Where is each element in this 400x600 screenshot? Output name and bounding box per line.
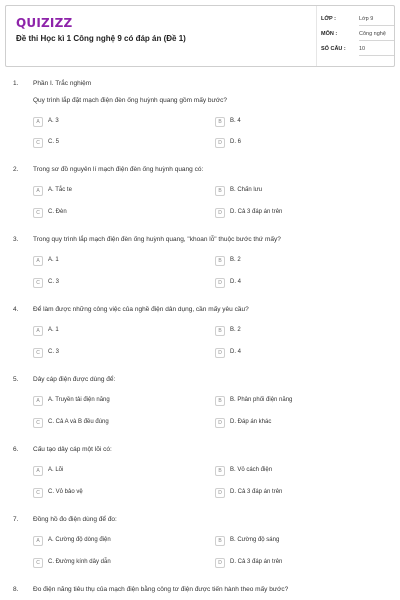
option-text: B. 2 bbox=[230, 327, 241, 333]
option-letter-box: C bbox=[33, 278, 43, 288]
section-heading: Phần I. Trắc nghiệm bbox=[33, 80, 92, 87]
meta-count-label: SỐ CÂU : bbox=[321, 46, 346, 52]
meta-count bbox=[321, 46, 396, 58]
option-text: A. 1 bbox=[48, 327, 59, 333]
option-letter-box: D bbox=[215, 208, 225, 218]
option-letter-box: D bbox=[215, 278, 225, 288]
option-letter-box: D bbox=[215, 418, 225, 428]
option-text: D. Cả 3 đáp án trên bbox=[230, 559, 283, 565]
question-number: 8. bbox=[13, 586, 19, 593]
option-text: A. Lõi bbox=[48, 467, 64, 473]
question-8 bbox=[0, 586, 400, 598]
option-text: C. 3 bbox=[48, 279, 60, 285]
option-text: A. Tắc te bbox=[48, 187, 72, 193]
option-text: D. 4 bbox=[230, 349, 242, 355]
question-5 bbox=[0, 376, 400, 444]
question-text: Trong sơ đồ nguyên lí mạch điện đèn ống huỳnh quang có: bbox=[33, 166, 204, 173]
meta-count-underline bbox=[359, 55, 394, 56]
option-text: D. Đáp án khác bbox=[230, 419, 272, 425]
option-letter-box: D bbox=[215, 348, 225, 358]
option-letter-box: C bbox=[33, 558, 43, 568]
worksheet-header bbox=[5, 5, 395, 67]
option-text: B. 2 bbox=[230, 257, 241, 263]
option-text: A. 1 bbox=[48, 257, 59, 263]
meta-grade bbox=[321, 16, 396, 28]
question-text: Quy trình lắp đặt mạch điện đèn ống huỳnh quang gồm mấy bước? bbox=[33, 97, 227, 104]
option-letter-box: B bbox=[215, 186, 225, 196]
option-text: D. Cả 3 đáp án trên bbox=[230, 489, 283, 495]
worksheet-title: Đề thi Học kì 1 Công nghệ 9 có đáp án (Đề 1) bbox=[16, 34, 186, 43]
option-letter-box: B bbox=[215, 466, 225, 476]
option-letter-box: A bbox=[33, 256, 43, 266]
option-text: B. 4 bbox=[230, 118, 241, 124]
question-3 bbox=[0, 236, 400, 304]
option-letter-box: B bbox=[215, 326, 225, 336]
option-letter-box: C bbox=[33, 208, 43, 218]
question-7 bbox=[0, 516, 400, 584]
option-letter-box: A bbox=[33, 117, 43, 127]
meta-grade-value: Lớp 9 bbox=[359, 16, 374, 22]
option-text: C. Vỏ bảo vệ bbox=[48, 489, 83, 495]
option-letter-box: A bbox=[33, 326, 43, 336]
option-letter-box: B bbox=[215, 536, 225, 546]
option-letter-box: D bbox=[215, 138, 225, 148]
option-letter-box: C bbox=[33, 418, 43, 428]
question-text: Trong quy trình lắp mạch điện đèn ống huỳnh quang, "khoan lỗ" thuộc bước thứ mấy? bbox=[33, 236, 281, 243]
option-text: B. Phân phối điện năng bbox=[230, 397, 293, 403]
option-letter-box: A bbox=[33, 536, 43, 546]
option-letter-box: C bbox=[33, 138, 43, 148]
option-letter-box: B bbox=[215, 256, 225, 266]
option-text: D. 4 bbox=[230, 279, 242, 285]
option-text: A. 3 bbox=[48, 118, 59, 124]
meta-subject bbox=[321, 31, 396, 43]
option-text: D. 6 bbox=[230, 139, 242, 145]
question-1 bbox=[0, 80, 400, 148]
question-text: Cấu tạo dây cáp một lõi có: bbox=[33, 446, 112, 453]
option-text: C. 3 bbox=[48, 349, 60, 355]
option-letter-box: B bbox=[215, 396, 225, 406]
meta-grade-label: LỚP : bbox=[321, 16, 336, 22]
option-letter-box: C bbox=[33, 488, 43, 498]
question-number: 6. bbox=[13, 446, 19, 453]
question-text: Để làm được những công việc của nghề điện dân dụng, cần mấy yêu cầu? bbox=[33, 306, 249, 313]
option-letter-box: A bbox=[33, 396, 43, 406]
header-divider bbox=[316, 6, 317, 66]
option-letter-box: A bbox=[33, 466, 43, 476]
option-letter-box: D bbox=[215, 558, 225, 568]
option-text: B. Vỏ cách điện bbox=[230, 467, 273, 473]
option-letter-box: C bbox=[33, 348, 43, 358]
option-text: A. Truyền tải điện năng bbox=[48, 397, 110, 403]
question-4 bbox=[0, 306, 400, 374]
option-text: B. Cường độ sáng bbox=[230, 537, 280, 543]
option-text: D. Cả 3 đáp án trên bbox=[230, 209, 283, 215]
meta-subject-value: Công nghệ bbox=[359, 31, 386, 37]
option-letter-box: B bbox=[215, 117, 225, 127]
option-text: C. Cả A và B đều đúng bbox=[48, 419, 109, 425]
option-text: A. Cường độ dòng điện bbox=[48, 537, 111, 543]
option-text: C. 5 bbox=[48, 139, 60, 145]
quizizz-logo: QUIZIZZ bbox=[16, 16, 73, 30]
question-6 bbox=[0, 446, 400, 514]
question-text: Đo điện năng tiêu thụ của mạch điện bằng công tơ điện được tiến hành theo mấy bước? bbox=[33, 586, 289, 593]
question-2 bbox=[0, 166, 400, 234]
option-text: C. Đường kính dây dẫn bbox=[48, 559, 111, 565]
option-text: C. Đèn bbox=[48, 209, 67, 215]
question-number: 2. bbox=[13, 166, 19, 173]
option-text: B. Chấn lưu bbox=[230, 187, 263, 193]
question-text: Đồng hồ đo điện dùng để đo: bbox=[33, 516, 117, 523]
option-letter-box: D bbox=[215, 488, 225, 498]
question-number: 4. bbox=[13, 306, 19, 313]
question-number: 7. bbox=[13, 516, 19, 523]
question-number: 1. bbox=[13, 80, 19, 87]
option-letter-box: A bbox=[33, 186, 43, 196]
meta-subject-label: MÔN : bbox=[321, 31, 338, 37]
question-number: 3. bbox=[13, 236, 19, 243]
meta-subject-underline bbox=[359, 40, 394, 41]
meta-count-value: 10 bbox=[359, 46, 366, 52]
meta-grade-underline bbox=[359, 25, 394, 26]
question-number: 5. bbox=[13, 376, 19, 383]
question-text: Dây cáp điện được dùng để: bbox=[33, 376, 116, 383]
